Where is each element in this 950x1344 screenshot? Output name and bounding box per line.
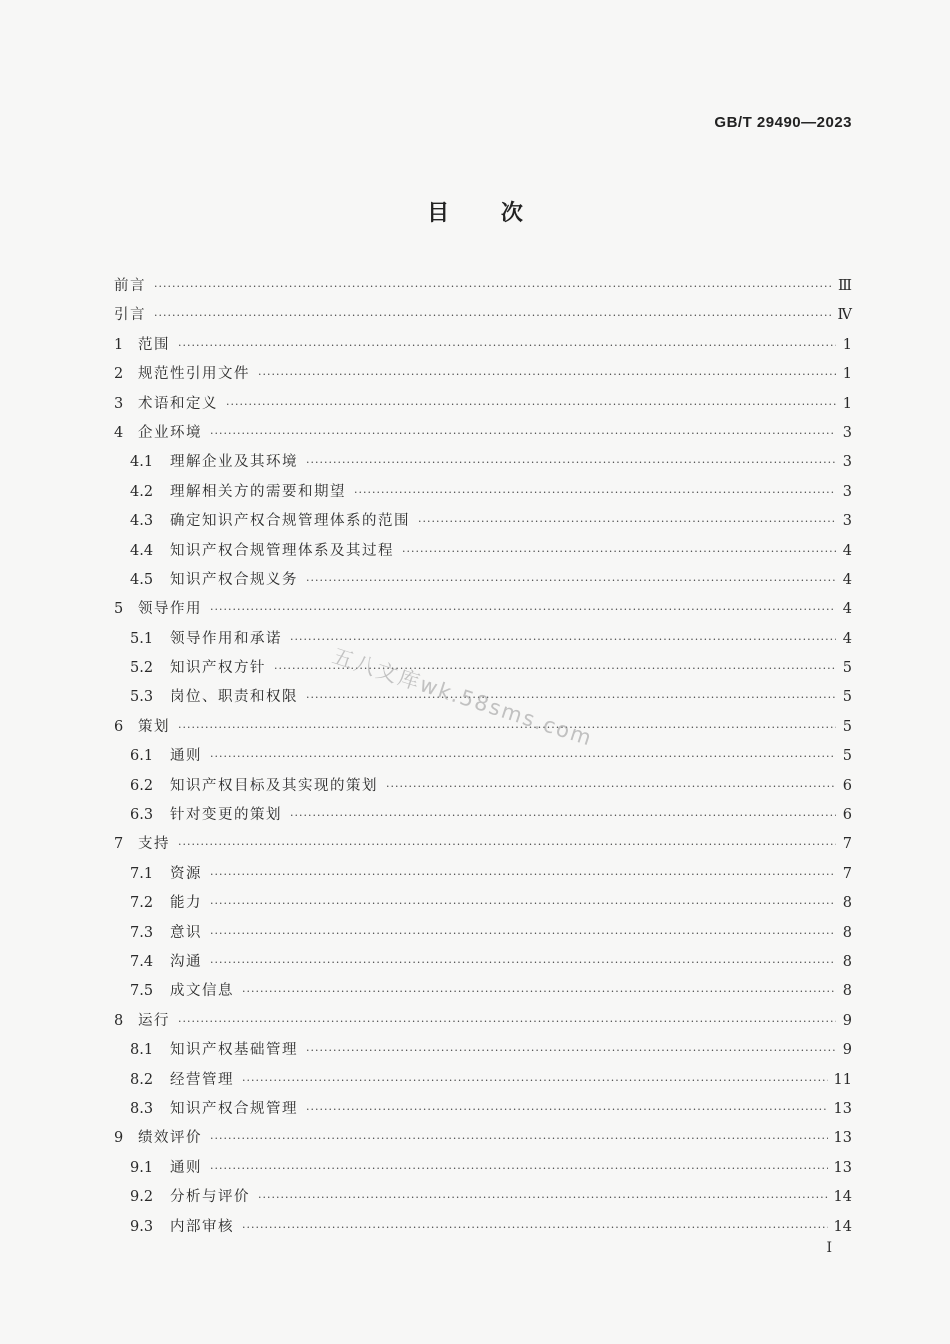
toc-entry-page: 3 bbox=[842, 424, 852, 441]
toc-entry-number: 7.5 bbox=[130, 983, 154, 1000]
toc-entry-number: 5.3 bbox=[130, 689, 154, 706]
toc-entry-number: 1 bbox=[114, 336, 124, 353]
toc-entry-page: 8 bbox=[842, 983, 852, 1000]
toc-entry-label: 知识产权基础管理 bbox=[170, 1042, 298, 1059]
toc-entry-label: 领导作用 bbox=[138, 601, 202, 618]
toc-entry-page: 3 bbox=[842, 454, 852, 471]
toc-entry-page: 8 bbox=[842, 895, 852, 912]
toc-entry-page: 1 bbox=[842, 395, 852, 412]
toc-entry[interactable] bbox=[114, 1036, 852, 1065]
toc-entry-label: 引言 bbox=[114, 307, 146, 324]
toc-entry-label: 领导作用和承诺 bbox=[170, 630, 282, 647]
toc-dot-leader bbox=[402, 537, 836, 566]
toc-entry-label: 知识产权方针 bbox=[170, 660, 266, 677]
footer-page-number: I bbox=[826, 1240, 832, 1256]
toc-dot-leader bbox=[226, 390, 836, 419]
toc-entry-page: 4 bbox=[842, 571, 852, 588]
toc-entry-number: 7.1 bbox=[130, 865, 154, 882]
toc-dot-leader bbox=[242, 1066, 828, 1095]
toc-entry-label: 通则 bbox=[170, 748, 202, 765]
toc-entry-label: 成文信息 bbox=[170, 983, 234, 1000]
toc-dot-leader bbox=[242, 1213, 828, 1242]
toc-dot-leader bbox=[258, 1183, 828, 1212]
toc-entry[interactable] bbox=[114, 1066, 852, 1095]
toc-dot-leader bbox=[210, 948, 836, 977]
toc-entry[interactable] bbox=[114, 331, 852, 360]
toc-entry-page: 8 bbox=[842, 953, 852, 970]
toc-title: 目 次 bbox=[427, 201, 523, 226]
toc-entry[interactable] bbox=[114, 1183, 852, 1212]
toc-entry[interactable] bbox=[114, 625, 852, 654]
toc-entry-label: 通则 bbox=[170, 1159, 202, 1176]
toc-entry-number: 8.2 bbox=[130, 1071, 154, 1088]
toc-dot-leader bbox=[306, 448, 836, 477]
toc-entry[interactable] bbox=[114, 301, 852, 330]
toc-entry-number: 4.3 bbox=[130, 513, 154, 530]
toc-entry-number: 5 bbox=[114, 601, 124, 618]
toc-entry-page: 9 bbox=[842, 1012, 852, 1029]
toc-dot-leader bbox=[306, 683, 836, 712]
toc-entry[interactable] bbox=[114, 1007, 852, 1036]
toc-entry-page: 4 bbox=[842, 542, 852, 559]
toc-entry-label: 经营管理 bbox=[170, 1071, 234, 1088]
toc-entry-number: 7 bbox=[114, 836, 124, 853]
toc-entry-page: 5 bbox=[842, 718, 852, 735]
watermark: 五八文库wk.58sms.com bbox=[329, 643, 597, 751]
toc-entry-number: 7.3 bbox=[130, 924, 154, 941]
toc-entry-number: 7.4 bbox=[130, 953, 154, 970]
toc-entry-page: 6 bbox=[842, 777, 852, 794]
toc-entry-label: 企业环境 bbox=[138, 424, 202, 441]
toc-entry-label: 术语和定义 bbox=[138, 395, 218, 412]
toc-entry-number: 5.2 bbox=[130, 660, 154, 677]
toc-entry[interactable] bbox=[114, 537, 852, 566]
toc-entry-label: 确定知识产权合规管理体系的范围 bbox=[170, 513, 410, 530]
toc-entry-label: 知识产权合规义务 bbox=[170, 571, 298, 588]
toc-dot-leader bbox=[210, 919, 836, 948]
toc-entry[interactable] bbox=[114, 419, 852, 448]
toc-dot-leader bbox=[242, 977, 836, 1006]
toc-entry[interactable] bbox=[114, 390, 852, 419]
toc-entry-number: 8.1 bbox=[130, 1042, 154, 1059]
toc-entry-number: 9.3 bbox=[130, 1218, 154, 1235]
toc-entry[interactable] bbox=[114, 566, 852, 595]
toc-entry[interactable] bbox=[114, 919, 852, 948]
toc-entry-page: Ⅲ bbox=[838, 278, 852, 294]
toc-entry-page: 4 bbox=[842, 630, 852, 647]
toc-dot-leader bbox=[154, 272, 832, 301]
toc-dot-leader bbox=[210, 742, 836, 771]
toc-entry[interactable] bbox=[114, 830, 852, 859]
toc-entry-page: 5 bbox=[842, 660, 852, 677]
toc-dot-leader bbox=[306, 1095, 828, 1124]
toc-dot-leader bbox=[178, 1007, 836, 1036]
toc-entry-number: 2 bbox=[114, 366, 124, 383]
toc-entry-page: 6 bbox=[842, 807, 852, 824]
toc-dot-leader bbox=[258, 360, 836, 389]
toc-entry-number: 6 bbox=[114, 718, 124, 735]
toc-entry-page: 8 bbox=[842, 924, 852, 941]
toc-dot-leader bbox=[418, 507, 836, 536]
toc-entry[interactable] bbox=[114, 654, 852, 683]
toc-dot-leader bbox=[210, 595, 836, 624]
toc-entry-number: 4.5 bbox=[130, 571, 154, 588]
toc-dot-leader bbox=[154, 301, 832, 330]
toc-entry[interactable] bbox=[114, 889, 852, 918]
standard-number: GB/T 29490—2023 bbox=[714, 114, 852, 131]
toc-entry-number: 4.2 bbox=[130, 483, 154, 500]
toc-entry-page: 3 bbox=[842, 513, 852, 530]
toc-entry-label: 规范性引用文件 bbox=[138, 366, 250, 383]
toc-entry-label: 范围 bbox=[138, 336, 170, 353]
toc-entry-label: 资源 bbox=[170, 865, 202, 882]
toc-dot-leader bbox=[290, 625, 836, 654]
toc-entry-number: 9.2 bbox=[130, 1189, 154, 1206]
toc-entry[interactable] bbox=[114, 478, 852, 507]
toc-entry-label: 岗位、职责和权限 bbox=[170, 689, 298, 706]
toc-entry-page: 14 bbox=[833, 1189, 852, 1206]
toc-entry-page: 3 bbox=[842, 483, 852, 500]
toc-entry[interactable] bbox=[114, 1213, 852, 1242]
toc-entry[interactable] bbox=[114, 272, 852, 301]
toc-entry-page: 7 bbox=[842, 836, 852, 853]
toc-entry-page: 1 bbox=[842, 336, 852, 353]
toc-entry-number: 4.1 bbox=[130, 454, 154, 471]
toc-entry-number: 6.3 bbox=[130, 807, 154, 824]
toc-entry-label: 针对变更的策划 bbox=[170, 807, 282, 824]
toc-dot-leader bbox=[178, 331, 836, 360]
toc-dot-leader bbox=[210, 860, 836, 889]
toc-entry-number: 6.1 bbox=[130, 748, 154, 765]
toc-entry-page: 13 bbox=[833, 1100, 852, 1117]
toc-entry-label: 意识 bbox=[170, 924, 202, 941]
toc-entry-label: 运行 bbox=[138, 1012, 170, 1029]
toc-entry[interactable] bbox=[114, 507, 852, 536]
toc-entry-label: 分析与评价 bbox=[170, 1189, 250, 1206]
toc-entry[interactable] bbox=[114, 801, 852, 830]
toc-dot-leader bbox=[290, 801, 836, 830]
toc-dot-leader bbox=[210, 889, 836, 918]
toc-entry[interactable] bbox=[114, 860, 852, 889]
toc-entry-number: 8.3 bbox=[130, 1100, 154, 1117]
toc-entry-number: 9 bbox=[114, 1130, 124, 1147]
toc-entry[interactable] bbox=[114, 742, 852, 771]
toc-entry[interactable] bbox=[114, 948, 852, 977]
toc-entry-label: 绩效评价 bbox=[138, 1130, 202, 1147]
toc-entry-number: 7.2 bbox=[130, 895, 154, 912]
toc-entry[interactable] bbox=[114, 595, 852, 624]
toc-entry-page: 1 bbox=[842, 366, 852, 383]
toc-dot-leader bbox=[210, 1154, 828, 1183]
toc-entry-number: 5.1 bbox=[130, 630, 154, 647]
toc-entry-page: 4 bbox=[842, 601, 852, 618]
toc-entry-page: Ⅳ bbox=[837, 307, 852, 324]
toc-entry-label: 知识产权目标及其实现的策划 bbox=[170, 777, 378, 794]
toc-entry[interactable] bbox=[114, 448, 852, 477]
toc-dot-leader bbox=[386, 772, 836, 801]
toc-entry-label: 知识产权合规管理 bbox=[170, 1100, 298, 1117]
toc-entry-label: 前言 bbox=[114, 278, 146, 294]
toc-entry-label: 支持 bbox=[138, 836, 170, 853]
toc-entry-page: 13 bbox=[833, 1130, 852, 1147]
toc-dot-leader bbox=[178, 830, 836, 859]
toc-dot-leader bbox=[210, 419, 836, 448]
toc-entry-page: 7 bbox=[842, 865, 852, 882]
toc-entry-label: 沟通 bbox=[170, 953, 202, 970]
toc-entry-label: 内部审核 bbox=[170, 1218, 234, 1235]
toc-dot-leader bbox=[306, 566, 836, 595]
toc-entry[interactable] bbox=[114, 977, 852, 1006]
toc-entry-number: 6.2 bbox=[130, 777, 154, 794]
toc-entry-number: 8 bbox=[114, 1012, 124, 1029]
toc-entry[interactable] bbox=[114, 360, 852, 389]
toc-entry-label: 能力 bbox=[170, 895, 202, 912]
toc-entry-label: 策划 bbox=[138, 718, 170, 735]
table-of-contents bbox=[114, 272, 852, 1242]
toc-entry-page: 11 bbox=[833, 1071, 852, 1088]
toc-entry-page: 14 bbox=[833, 1218, 852, 1235]
toc-entry[interactable] bbox=[114, 1095, 852, 1124]
toc-dot-leader bbox=[306, 1036, 836, 1065]
toc-dot-leader bbox=[354, 478, 836, 507]
toc-entry-number: 4 bbox=[114, 424, 124, 441]
toc-entry[interactable] bbox=[114, 1124, 852, 1153]
toc-entry-label: 知识产权合规管理体系及其过程 bbox=[170, 542, 394, 559]
toc-entry-page: 9 bbox=[842, 1042, 852, 1059]
toc-entry-number: 4.4 bbox=[130, 542, 154, 559]
toc-entry-label: 理解相关方的需要和期望 bbox=[170, 483, 346, 500]
toc-entry-number: 9.1 bbox=[130, 1159, 154, 1176]
toc-entry-page: 5 bbox=[842, 689, 852, 706]
toc-dot-leader bbox=[210, 1124, 828, 1153]
toc-entry-label: 理解企业及其环境 bbox=[170, 454, 298, 471]
toc-entry[interactable] bbox=[114, 772, 852, 801]
toc-entry[interactable] bbox=[114, 1154, 852, 1183]
toc-entry-page: 13 bbox=[833, 1159, 852, 1176]
toc-entry-page: 5 bbox=[842, 748, 852, 765]
toc-entry-number: 3 bbox=[114, 395, 124, 412]
